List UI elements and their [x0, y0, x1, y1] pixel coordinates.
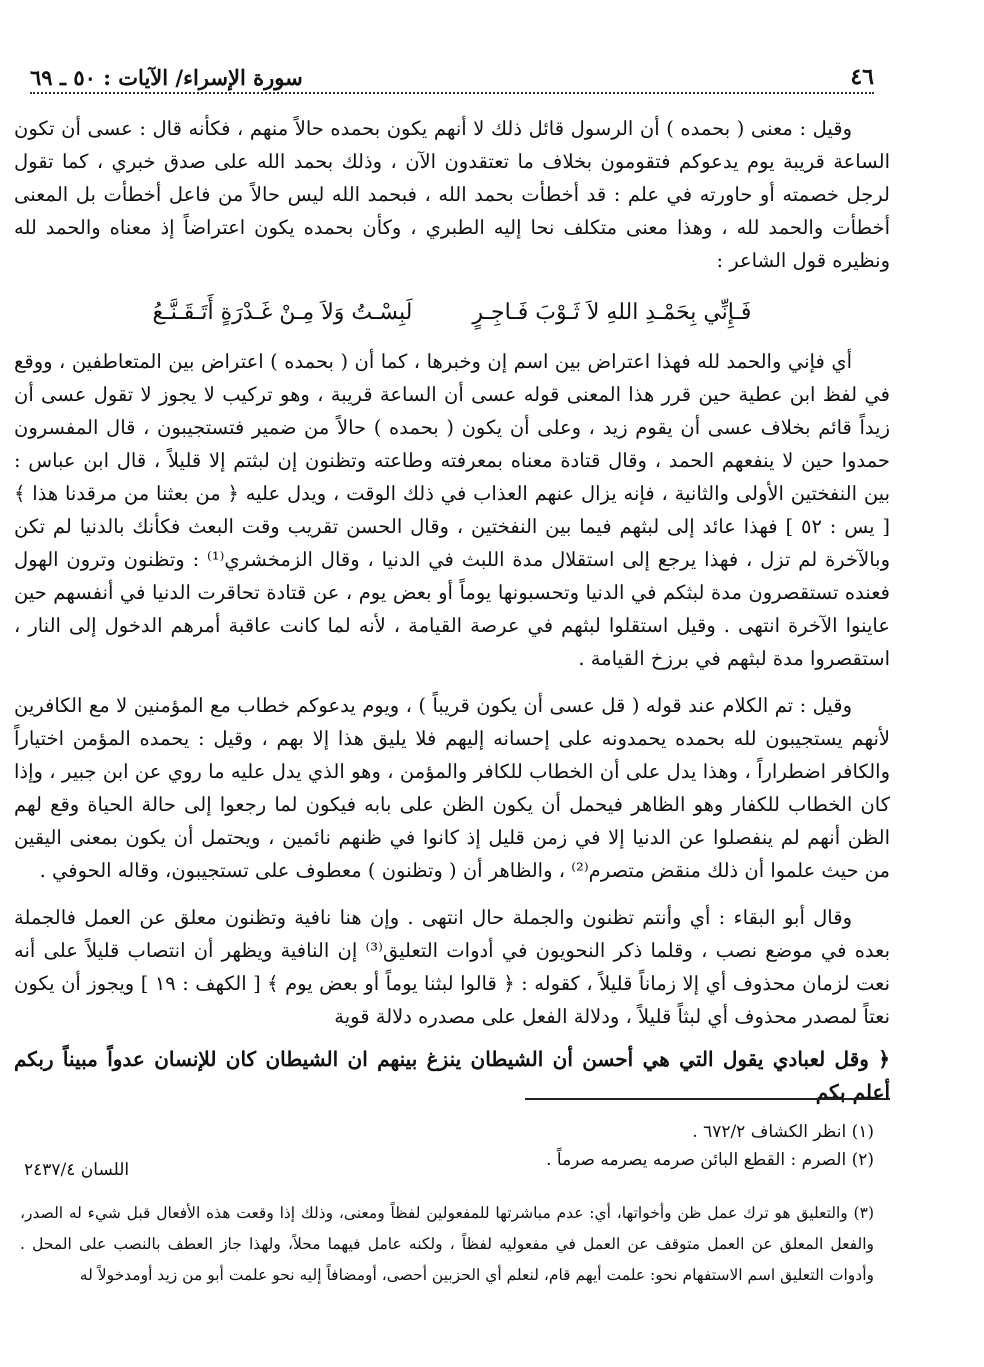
paragraph-2: أي فإني والحمد لله فهذا اعتراض بين اسم إن وخبرها ، كما أن ( بحمده ) اعتراض بين المتعاطفين ، ووقع في لفظ ابن عطية حين قرر هذا المعنى قوله عسى أن الساعة قريبة ، وهو تركيب لا يجوز لا تقول عسى أن زيداً قائم بخلاف عسى أن يقوم زيد ، وعلى أن يكون ( بحمده ) حالاً من ضمير فتستجيبون ، قال المفسرون حمدوا حين لا ينفعهم الحمد ، وقال قتادة معناه بمعرفته وطاعته وتظنون إن لبثتم إلا قليلاً ، قال ابن عباس : بين النفختين الأولى والثانية ، فإنه يزال عنهم العذاب في ذلك الوقت ، ويدل عليه ﴿ من بعثنا من مرقدنا هذا ﴾ [ يس : ٥٢ ] فهذا عائد إلى لبثهم فيما بين النفختين ، وقال الحسن تقريب وقت البعث فكأنك بالدنيا لم تكن وبالآخرة لم تزل ، فهذا يرجع إلى استقلال مدة اللبث في الدنيا ، وقال الزمخشري⁽¹⁾ : وتظنون وترون الهول فعنده تستقصرون مدة لبثكم في الدنيا وتحسبونها يوماً أو بعض يوم ، عن قتادة تحاقرت الدنيا في أنفسهم حين عاينوا الآخرة انتهى . وقيل استقلوا لبثهم في عرصة القيامة ، لأنه لما كانت عاقبة أمرهم الدخول إلى النار ، استقصروا مدة لبثهم في برزخ القيامة . — [14, 350, 891, 670]
poem-hemistich-2: لَبِسْـتُ وَلاَ مِـنْ غَـدْرَةٍ أَتَـقَـنَّـعُ — [152, 300, 413, 325]
poem-hemistich-1: فَـإِنِّي بِحَمْـدِ اللهِ لاَ ثَـوْبَ فَـاجِـرٍ — [472, 300, 752, 325]
footnote-2: (٢) الصرم : القطع البائن صرمه يصرمه صرماً . — [546, 1150, 874, 1170]
paragraph-3: وقيل : تم الكلام عند قوله ( قل عسى أن يكون قريباً ) ، ويوم يدعوكم خطاب مع المؤمنين لا مع الكافرين لأنهم يستجيبون لله بحمده يحمدونه على إحسانه إليهم فلا يليق هذا إلا بهم ، وقيل : يحمده المؤمن اختياراً والكافر اضطراراً ، وهذا يدل على أن الخطاب للكافر والمؤمن ، وهو الذي يدل عليه ما روي عن ابن جبير ، وإذا كان الخطاب للكفار وهو الظاهر فيحمل أن يكون الظن على بابه فيكون لما رجعوا إلى حالة الحياة وقع لهم الظن أنهم لم ينفصلوا عن الدنيا إلا في زمن قليل إذ كانوا في ظنهم نائمين ، ويحتمل أن يكون بمعنى اليقين من حيث علموا أن ذلك منقض متصرم⁽²⁾ ، والظاهر أن ( وتظنون ) معطوف على تستجيبون، وقاله الحوفي . — [14, 694, 890, 882]
poem-verse — [14, 291, 890, 335]
footnote-1: (١) انظر الكشاف ٦٧٢/٢ . — [692, 1122, 874, 1142]
paragraph-4: وقال أبو البقاء : أي وأنتم تظنون والجملة حال انتهى . وإن هنا نافية وتظنون معلق عن العمل فالجملة بعده في موضع نصب ، وقلما ذكر النحويون في أدوات التعليق⁽³⁾ إن النافية ويظهر أن انتصاب قليلاً على أنه نعت لزمان محذوف أي إلا زماناً قليلاً ، كقوله : ﴿ قالوا لبثنا يوماً أو بعض يوم ﴾ [ الكهف : ١٩ ] ويجوز أن يكون نعتاً لمصدر محذوف أي لبثاً قليلاً ، ودلالة الفعل على مصدره دلالة قوية — [14, 906, 890, 1028]
page-header — [30, 62, 874, 94]
footnote-separator — [525, 1098, 890, 1100]
main-text — [14, 112, 890, 1123]
quran-verse: ﴿ وقل لعبادي يقول التي هي أحسن أن الشيطان ينزغ بينهم ان الشيطان كان للإنسان عدواً مبيناً ربكم أعلم بكم — [14, 1047, 890, 1104]
running-title: سورة الإسراء/ الآيات : ٥٠ ـ ٦٩ — [30, 64, 303, 90]
page-number: ٤٦ — [850, 64, 874, 90]
footnote-3: (٣) والتعليق هو ترك عمل ظن وأخواتها، أي: عدم مباشرتها للمفعولين لفظاً ومعنى، وذلك إذا وقعت هذه الأفعال قبل شيء له الصدر، والفعل المعلق عن العمل متوقف عن العمل في مفعوليه لفظاً ، ولكنه عامل فيهما محلاً، ولهذا جاز العطف بالنصب على المحل . وأدوات التعليق اسم الاستفهام نحو: علمت أيهم قام، لنعلم أي الحزبين أحصى، أومضافاً إليه نحو علمت أبو من زيد أومدخولاً له — [20, 1204, 874, 1284]
paragraph-1: وقيل : معنى ( بحمده ) أن الرسول قائل ذلك لا أنهم يكون بحمده حالاً منهم ، فكأنه قال : عسى أن تكون الساعة قريبة يوم يدعوكم فتقومون بخلاف ما تعتقدون الآن ، وذلك بحمد الله على صدق خبري ، كما تقول لرجل خصمته أو حاورته في علم : قد أخطأت بحمد الله ، فبحمد الله ليس حالاً من فاعل أخطأت بل المعنى أخطأت والحمد لله ، وهذا معنى متكلف نحا إليه الطبري ، وكأن بحمده يكون اعتراضاً إذ معناه والحمد لله ونظيره قول الشاعر : — [14, 117, 890, 272]
footnote-2-reference: اللسان ٢٤٣٧/٤ — [24, 1160, 130, 1180]
